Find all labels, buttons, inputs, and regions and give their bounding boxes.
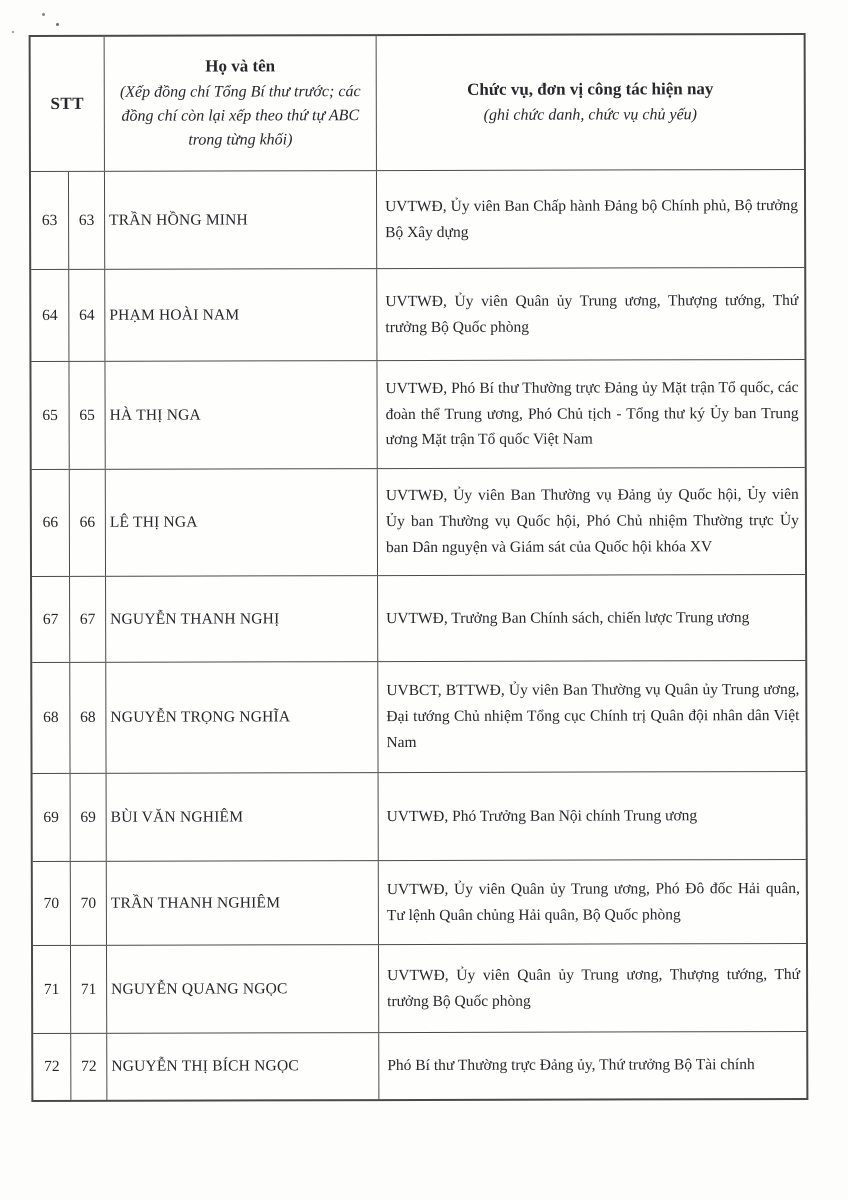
person-position-cell [378, 944, 806, 1032]
header-cell-position [376, 35, 804, 170]
row-number-primary: 69 [43, 808, 59, 826]
personnel-table [29, 33, 809, 1102]
row-number-secondary: 68 [69, 663, 105, 773]
row-number-primary: 64 [42, 306, 58, 324]
person-name: TRẦN HỒNG MINH [104, 171, 376, 269]
row-number-primary: 70 [43, 894, 60, 912]
person-name: NGUYỄN TRỌNG NGHĨA [105, 662, 377, 773]
row-number-secondary: 64 [68, 270, 104, 361]
table-row [33, 943, 806, 1033]
person-position: UVTWĐ, Ủy viên Quân ủy Trung ương, Thượng tướng, Thứ trưởng Bộ Quốc phòng [387, 965, 801, 1010]
person-position: UVTWĐ, Phó Trưởng Ban Nội chính Trung ương [386, 806, 698, 825]
scan-speck [56, 23, 59, 26]
row-number-primary: 66 [42, 513, 59, 531]
table-row [33, 1031, 806, 1100]
name-column-note: (Xếp đồng chí Tổng Bí thư trước; các đồng chí còn lại xếp theo thứ tự ABC trong từng khối) [119, 82, 361, 149]
person-name: LÊ THỊ NGA [105, 469, 377, 576]
row-number-secondary: 71 [70, 946, 106, 1033]
person-position: UVTWĐ, Ủy viên Quân ủy Trung ương, Thượng tướng, Thứ trưởng Bộ Quốc phòng [385, 291, 799, 336]
table-row [31, 359, 804, 469]
position-column-note: (ghi chức danh, chức vụ chủ yếu) [483, 106, 698, 124]
person-name: BÙI VĂN NGHIÊM [106, 773, 378, 861]
person-position-cell [376, 268, 804, 360]
row-number-primary: 68 [43, 708, 59, 726]
header-cell-name [104, 36, 376, 171]
person-position: Phó Bí thư Thường trực Đảng ủy, Thứ trưởng Bộ Tài chính [387, 1056, 755, 1075]
person-position: UVTWĐ, Phó Bí thư Thường trực Đảng ủy Mặt trận Tổ quốc, các đoàn thể Trung ương, Phó Chủ tịch - Tổng thư ký Ủy ban Trung ương Mặt trận Tổ quốc Việt Nam [385, 378, 799, 449]
person-position-cell [378, 1032, 806, 1099]
position-column-title: Chức vụ, đơn vị công tác hiện nay [467, 79, 714, 100]
name-column-title: Họ và tên [205, 56, 276, 76]
person-name: HÀ THỊ NGA [104, 361, 376, 469]
table-row [31, 169, 804, 269]
person-position-cell [377, 575, 805, 661]
row-number-secondary: 72 [70, 1034, 106, 1100]
row-number-secondary: 67 [69, 577, 105, 662]
table-row [32, 660, 805, 773]
table-row [31, 267, 804, 361]
person-name: PHẠM HOÀI NAM [104, 269, 376, 361]
table-row [32, 467, 805, 576]
row-number-secondary: 63 [68, 172, 104, 269]
stt-label: STT [50, 93, 85, 113]
person-position-cell [377, 661, 805, 772]
header-cell-stt [31, 37, 104, 171]
row-number-primary: 65 [42, 406, 58, 424]
person-position-cell [378, 772, 806, 860]
row-number-primary: 63 [41, 211, 58, 229]
person-position: UVTWĐ, Ủy viên Ban Thường vụ Đảng ủy Quốc hội, Ủy viên Ủy ban Thường vụ Quốc hội, Phó Chủ nhiệm Thường trực Ủy ban Dân nguyện và Giám sát của Quốc hội khóa XV [385, 486, 799, 556]
person-name: NGUYỄN QUANG NGỌC [106, 945, 378, 1033]
row-number-secondary: 70 [70, 862, 106, 945]
person-position-cell [376, 360, 804, 468]
person-name: TRẦN THANH NGHIÊM [106, 861, 378, 945]
person-position-cell [376, 170, 804, 268]
person-name: NGUYỄN THỊ BÍCH NGỌC [106, 1033, 378, 1100]
person-position: UVTWĐ, Ủy viên Quân ủy Trung ương, Phó Đô đốc Hải quân, Tư lệnh Quân chủng Hải quân, Bộ Quốc phòng [386, 879, 800, 924]
person-position: UVTWĐ, Trưởng Ban Chính sách, chiến lược Trung ương [386, 608, 750, 627]
row-number-primary: 67 [42, 610, 59, 628]
table-row [33, 771, 806, 861]
table-header-row [31, 35, 804, 171]
row-number-primary: 71 [43, 980, 60, 998]
scan-speck [42, 13, 45, 16]
scan-speck [12, 31, 14, 33]
row-number-secondary: 65 [68, 362, 104, 469]
table-row [32, 574, 805, 662]
table-row [33, 859, 806, 945]
person-position-cell [377, 468, 805, 575]
person-position: UVBCT, BTTWĐ, Ủy viên Ban Thường vụ Quân ủy Trung ương, Đại tướng Chủ nhiệm Tổng cục Chính trị Quân đội nhân dân Việt Nam [386, 681, 800, 751]
row-number-secondary: 66 [69, 470, 105, 576]
row-number-secondary: 69 [70, 774, 106, 861]
row-number-primary: 72 [44, 1057, 60, 1075]
person-name: NGUYỄN THANH NGHỊ [105, 576, 377, 662]
person-position-cell [378, 860, 806, 944]
person-position: UVTWĐ, Ủy viên Ban Chấp hành Đảng bộ Chính phủ, Bộ trưởng Bộ Xây dựng [385, 196, 799, 241]
